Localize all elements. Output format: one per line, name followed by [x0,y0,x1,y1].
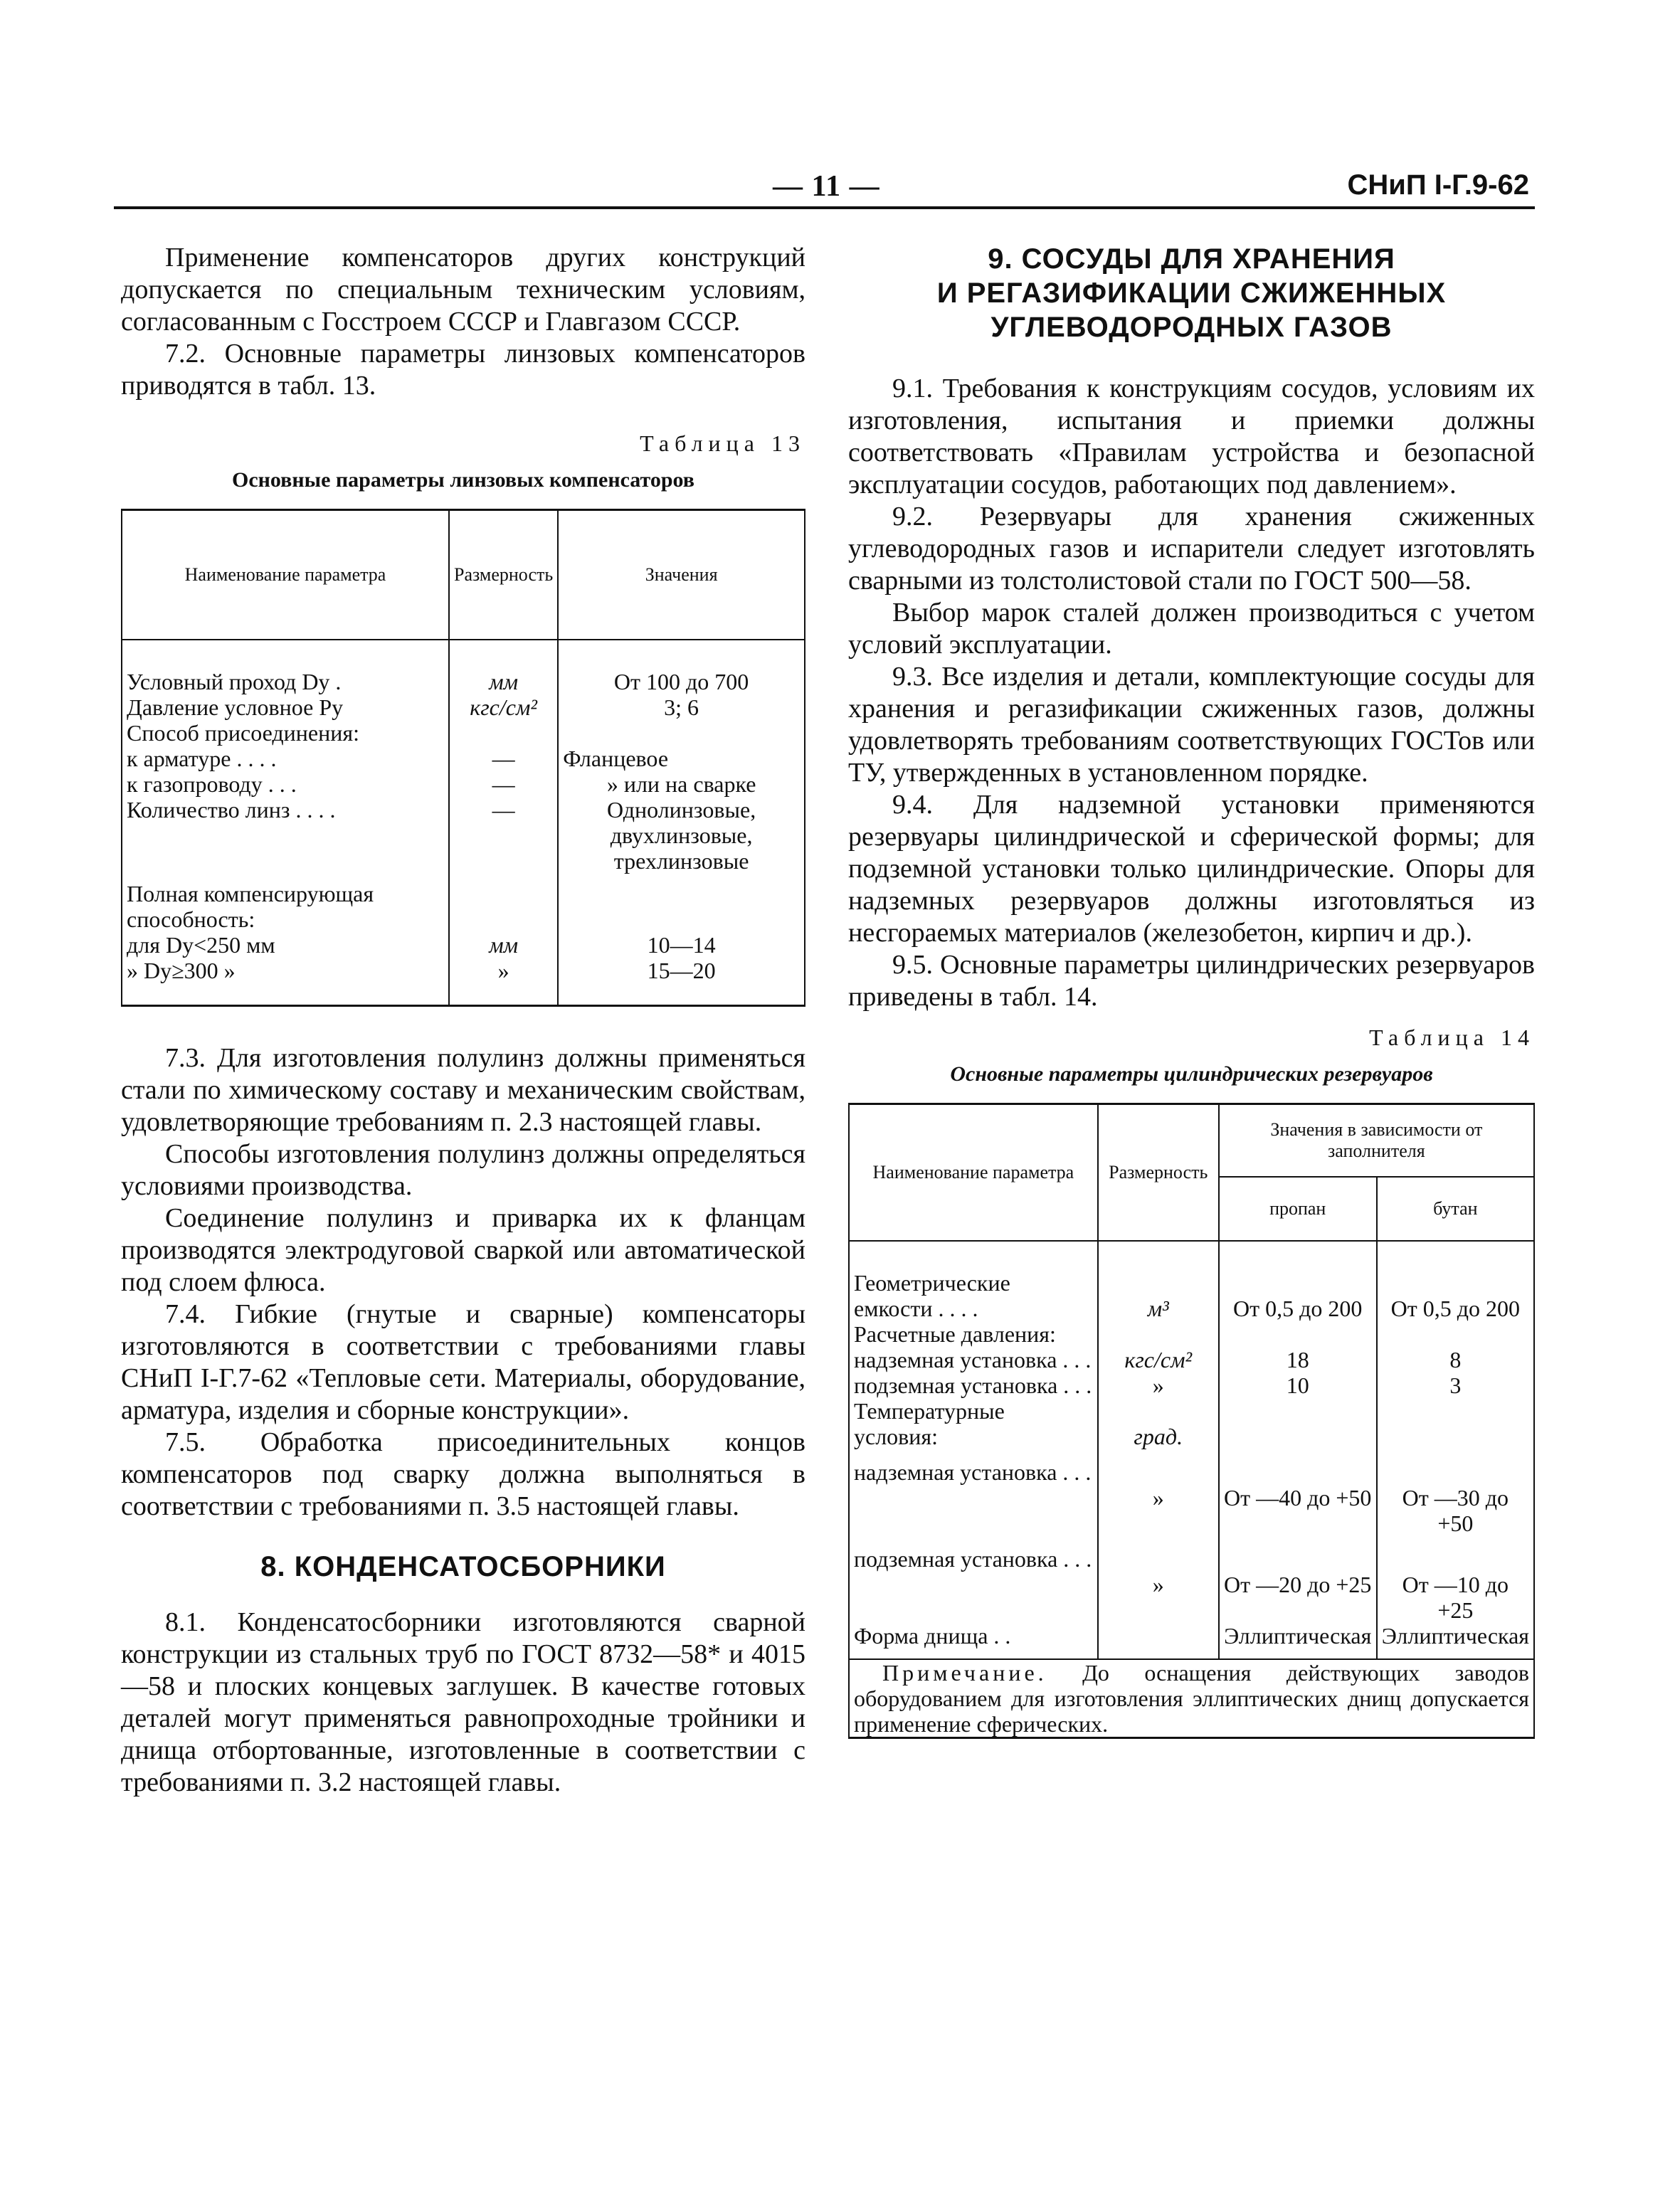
table-cell: » [1098,1449,1219,1536]
paragraph-7-2: 7.2. Основные параметры линзовых компенсаторов приводятся в табл. 13. [121,339,805,401]
table14 [848,1103,1535,1739]
table-cell: От —10 до +25 [1402,1572,1509,1623]
table-cell: — [449,797,558,874]
table-row [122,771,805,797]
table-cell: — [449,746,558,771]
table-row [122,640,805,694]
paragraph-7-4: 7.4. Гибкие (гнутые и сварные) компенсаторы изготовляются в соответствии с требованиями главы СНиП I-Г.7-62 «Тепловые сети. Материалы, оборудование, арматура, изделия и сборные конструкции». [121,1299,805,1425]
table-row [849,1347,1534,1372]
table-cell: Фланцевое [563,746,669,771]
page-number: — 11 — [773,170,880,203]
table14-header-row [849,1104,1534,1178]
table-cell: Геометрические [849,1241,1098,1296]
table-row [122,720,805,746]
table13 [121,509,805,1007]
paragraph-9-2: 9.2. Резервуары для хранения сжиженных углеводородных газов и испарители следует изготовлять сварными из толстолистовой стали по ГОСТ 500—58. [848,502,1535,596]
table-cell [1377,1321,1534,1347]
table13-caption: Таблица 13 [640,430,805,456]
table-cell: подземная установка . . . [849,1536,1098,1623]
table-cell [449,874,558,932]
section-9-heading-line1: 9. СОСУДЫ ДЛЯ ХРАНЕНИЯ [988,243,1395,275]
table-cell: От —30 до +50 [1402,1485,1509,1536]
paragraph-9-5: 9.5. Основные параметры цилиндрических резервуаров приведены в табл. 14. [848,950,1535,1012]
table-row [849,1398,1534,1449]
table-cell: 15—20 [647,958,716,983]
paragraph-7-5: 7.5. Обработка присоединительных концов компенсаторов под сварку должна выполняться в соответствии с требованиями п. 3.5 настоящей главы. [121,1427,805,1521]
table-cell: надземная установка . . . [849,1347,1098,1372]
table14-caption: Таблица 14 [1369,1025,1535,1050]
table-cell [558,720,805,746]
table-cell: Давление условное Pу [122,694,449,720]
table-cell [1098,1321,1219,1347]
table-cell: Форма днища . . [849,1623,1098,1659]
table-cell: » [1098,1536,1219,1623]
table-cell: » [1098,1372,1219,1398]
table14-header-unit: Размерность [1098,1104,1219,1242]
table-cell [1377,1241,1534,1296]
table-cell: к газопроводу . . . [122,771,449,797]
table-cell: 3 [1449,1372,1462,1398]
paragraph-7-3: 7.3. Для изготовления полулинз должны применяться стали по химическому составу и механическим свойствам, удовлетворяющие требованиям п. 2.3 настоящей главы. [121,1043,805,1137]
table-cell: От 0,5 до 200 [1219,1296,1377,1321]
table-cell: 10—14 [647,932,716,958]
table-cell: мм [449,932,558,958]
section-9-heading-line2: И РЕГАЗИФИКАЦИИ СЖИЖЕННЫХ [936,277,1447,309]
table-cell: 8 [1449,1347,1462,1372]
table-row [122,874,805,932]
table-row [849,1321,1534,1347]
table-cell: град. [1098,1398,1219,1449]
paragraph-methods: Способы изготовления полулинз должны определяться условиями производства. [121,1139,805,1201]
paragraph-8-1: 8.1. Конденсатосборники изготовляются сварной конструкции из стальных труб по ГОСТ 8732—58* и 4015—58 и плоских концевых заглушек. В качестве готовых деталей могут применяться равнопроходные тройники и днища отбортованные, изготовленные в соответствии с требованиями п. 3.2 настоящей главы. [121,1607,805,1797]
table-cell [558,874,805,932]
paragraph-9-4: 9.4. Для надземной установки применяются резервуары цилиндрической и сферической формы; для подземной установки только цилиндрические. Опоры для надземных резервуаров должны изготовляться из несгораемых материалов (железобетон, кирпич и др.). [848,790,1535,948]
table-cell: кгс/см² [449,694,558,720]
table-cell: для Dу<250 мм [122,932,449,958]
note-label: Примечание. [882,1660,1047,1686]
table-cell: Температурные условия: [849,1398,1098,1449]
table14-note [849,1659,1534,1738]
table-row [122,958,805,1006]
table-row [849,1536,1534,1623]
table-cell [1098,1241,1219,1296]
table14-title: Основные параметры цилиндрических резервуаров [950,1062,1433,1086]
note-text: До оснащения действующих заводов оборудованием для изготовления эллиптических днищ допускается применение сферических. [854,1660,1530,1737]
table14-note-row [849,1659,1534,1738]
left-column [121,242,805,1799]
table-cell: к арматуре . . . . [122,746,449,771]
table-cell [1219,1241,1377,1296]
table-cell: Эллиптическая [1219,1623,1377,1659]
table-row [122,932,805,958]
section-8-heading: 8. КОНДЕНСАТОСБОРНИКИ [260,1551,666,1582]
table-cell [1098,1623,1219,1659]
table-cell: » [449,958,558,1006]
table13-header-row [122,510,805,640]
table-cell: подземная установка . . . [849,1372,1098,1398]
table14-header-propane: пропан [1219,1177,1377,1241]
table-row [122,797,805,874]
table-cell: » Dу≥300 » [122,958,449,1006]
table-cell: м³ [1098,1296,1219,1321]
table13-title: Основные параметры линзовых компенсаторов [231,468,695,492]
table-cell: Условный проход Dу . [122,640,449,694]
paragraph-9-3: 9.3. Все изделия и детали, комплектующие сосуды для хранения и регазификации сжиженных газов, должны удовлетворять требованиям соответствующих ГОСТов или ТУ, утвержденных в установленном порядке. [848,662,1535,788]
table-row [849,1449,1534,1536]
table-cell: Эллиптическая [1381,1623,1529,1649]
table-cell: 18 [1219,1347,1377,1372]
table-cell [449,720,558,746]
table-row [849,1623,1534,1659]
paragraph-joining: Соединение полулинз и приварка их к фланцам производятся электродуговой сваркой или автоматической под слоем флюса. [121,1203,805,1297]
table14-header-values: Значения в зависимости от заполнителя [1219,1104,1534,1178]
header-rule [114,206,1535,209]
table-cell: надземная установка . . . [849,1449,1098,1536]
table-cell: От 100 до 700 [613,669,749,694]
table13-header-name: Наименование параметра [122,510,449,640]
table-row [849,1296,1534,1321]
table-cell: 3; 6 [664,694,699,720]
table-cell: — [449,771,558,797]
table14-header-butane: бутан [1377,1177,1534,1241]
table-cell: Количество линз . . . . [122,797,449,874]
table-cell [1219,1321,1377,1347]
table-cell: мм [449,640,558,694]
table-cell: Расчетные давления: [849,1321,1098,1347]
table-cell: емкости . . . . [849,1296,1098,1321]
table14-header-name: Наименование параметра [849,1104,1098,1242]
table-cell: От 0,5 до 200 [1390,1296,1521,1321]
table-row [122,694,805,720]
table-row [849,1241,1534,1296]
table13-header-unit: Размерность [449,510,558,640]
table-cell: От —40 до +50 [1219,1449,1377,1536]
table-row [849,1372,1534,1398]
table-row [122,746,805,771]
paragraph-steel-choice: Выбор марок сталей должен производиться с учетом условий эксплуатации. [848,598,1535,660]
table-cell [1377,1398,1534,1449]
table-cell: » или на сварке [606,771,756,797]
table-cell: Однолинзовые, двухлинзовые, трехлинзовые [607,797,756,874]
paragraph-intro: Применение компенсаторов других конструкций допускается по специальным техническим условиям, согласованным с Госстроем СССР и Главгазом СССР. [121,243,805,337]
table-cell: От —20 до +25 [1219,1536,1377,1623]
table-cell: кгс/см² [1098,1347,1219,1372]
section-9-heading-line3: УГЛЕВОДОРОДНЫХ ГАЗОВ [990,312,1393,343]
table-cell: Полная компенсирующая способность: [122,874,449,932]
document-code: СНиП I-Г.9-62 [1347,169,1529,201]
table-cell: 10 [1219,1372,1377,1398]
right-column [848,242,1535,1739]
table-cell [1219,1398,1377,1449]
table13-header-value: Значения [558,510,805,640]
paragraph-9-1: 9.1. Требования к конструкциям сосудов, условиям их изготовления, испытания и приемки должны соответствовать «Правилам устройства и безопасной эксплуатации сосудов, работающих под давлением». [848,374,1535,499]
table-cell: Способ присоединения: [122,720,449,746]
